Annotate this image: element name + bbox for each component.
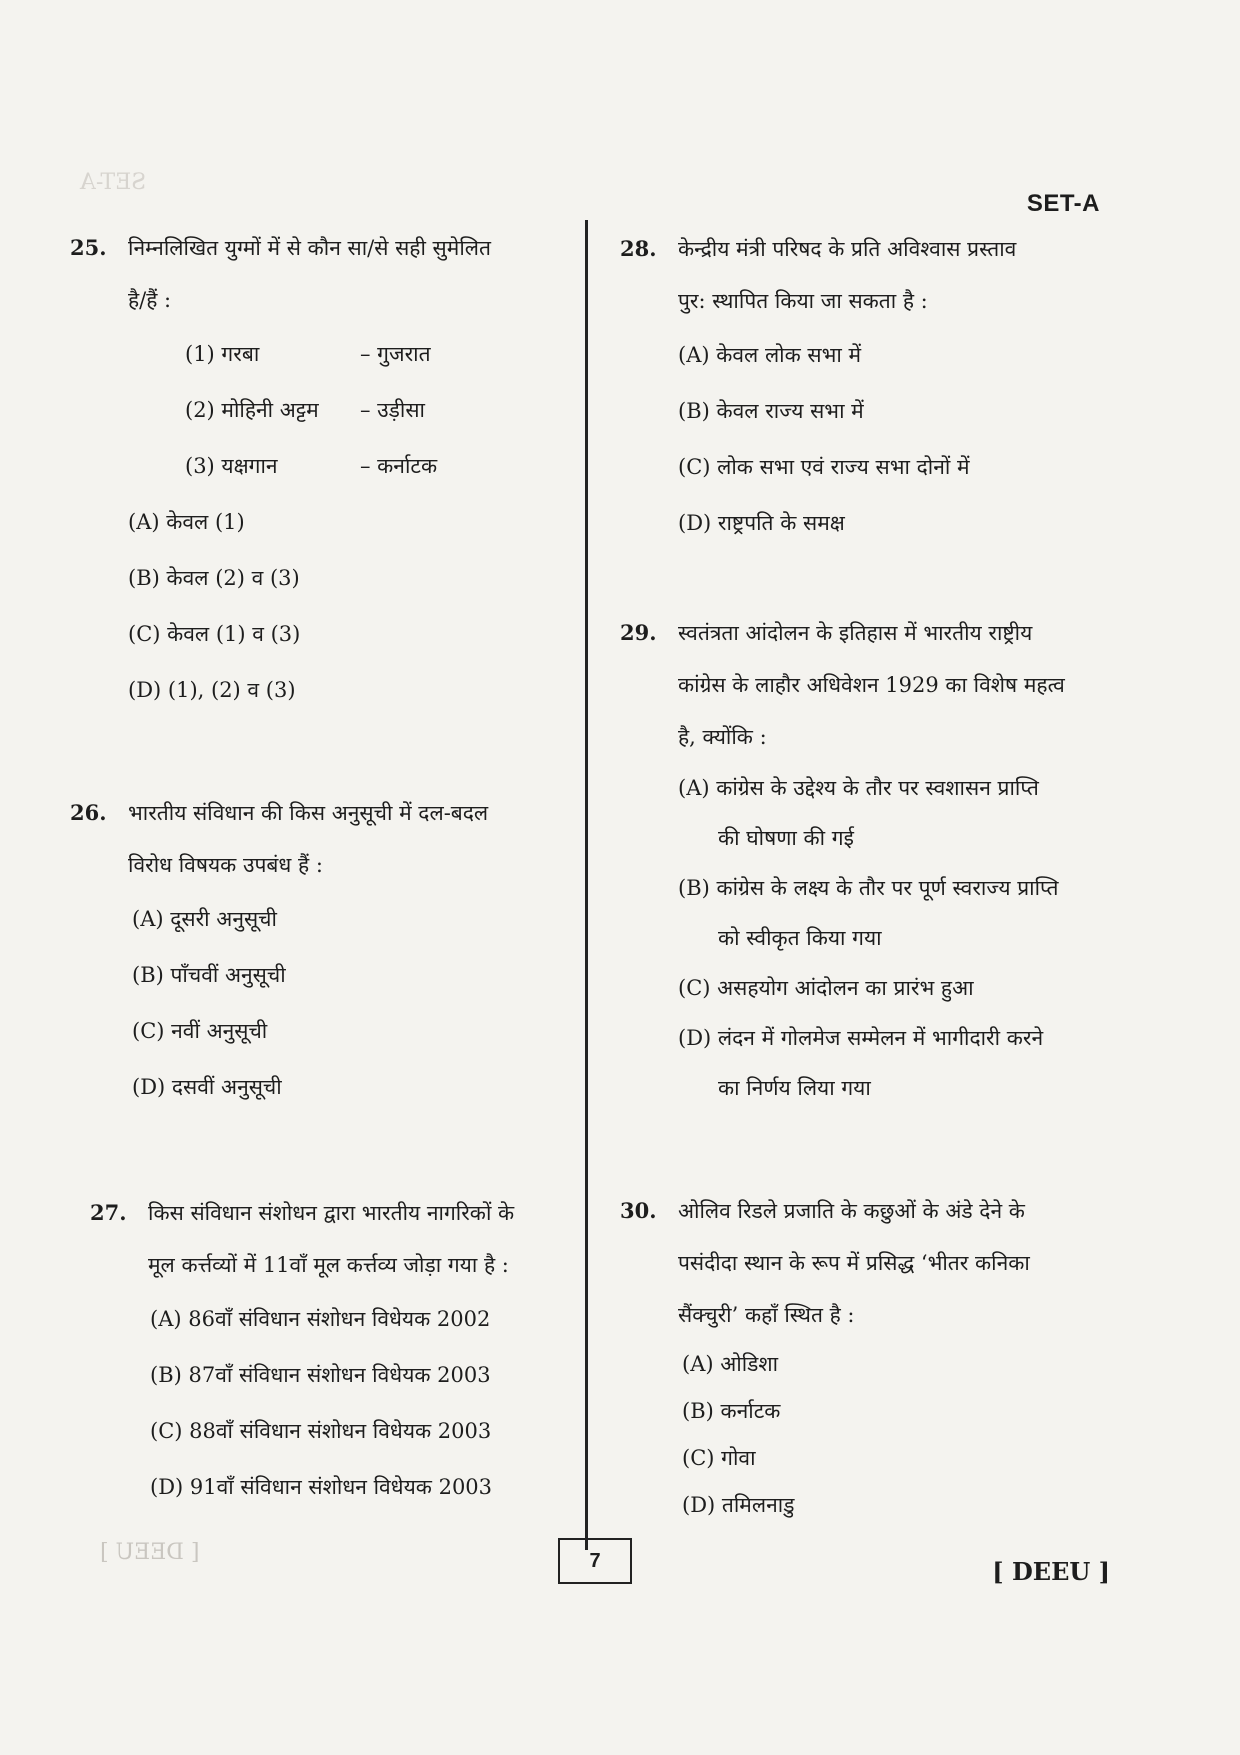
column-divider (585, 220, 588, 1550)
option-a: (A) केवल (1) (128, 510, 245, 534)
option-a: (A) केवल लोक सभा में (678, 343, 862, 367)
question-number: 26. (70, 800, 107, 825)
option-a: (A) ओडिशा (682, 1352, 779, 1376)
question-text-cont: है, क्योंकि : (678, 725, 767, 749)
option-d: (D) लंदन में गोलमेज सम्मेलन में भागीदारी करने का निर्णय लिया गया (678, 1026, 1044, 1100)
option-c: (C) असहयोग आंदोलन का प्रारंभ हुआ (678, 976, 974, 1000)
question-text: भारतीय संविधान की किस अनुसूची में दल-बदल (128, 801, 489, 825)
question-text-cont: है/हैं : (128, 288, 172, 312)
option-b: (B) 87वाँ संविधान संशोधन विधेयक 2003 (150, 1363, 491, 1387)
option-d: (D) (1), (2) व (3) (128, 678, 296, 702)
option-b: (B) केवल (2) व (3) (128, 566, 300, 590)
option-c: (C) गोवा (682, 1446, 756, 1470)
option-c: (C) नवीं अनुसूची (132, 1019, 268, 1043)
question-number: 25. (70, 235, 107, 260)
option-b: (B) केवल राज्य सभा में (678, 399, 864, 423)
option-b: (B) पाँचवीं अनुसूची (132, 963, 286, 987)
match-pair: (2) मोहिनी अट्टम – उड़ीसा (185, 398, 425, 422)
question-text: केन्द्रीय मंत्री परिषद के प्रति अविश्वास प्रस्ताव (678, 237, 1017, 261)
question-number: 29. (620, 620, 657, 645)
question-25 (70, 222, 560, 718)
match-pair: (3) यक्षगान – कर्नाटक (185, 454, 438, 478)
option-d: (D) राष्ट्रपति के समक्ष (678, 511, 845, 535)
option-a: (A) कांग्रेस के उद्देश्य के तौर पर स्वशासन प्राप्ति की घोषणा की गई (678, 776, 1039, 850)
bleed-through-code: [ DEEU ] (100, 1540, 200, 1565)
option-b: (B) कांग्रेस के लक्ष्य के तौर पर पूर्ण स्वराज्य प्राप्ति को स्वीकृत किया गया (678, 876, 1059, 950)
question-27 (90, 1187, 570, 1515)
question-text-cont: मूल कर्त्तव्यों में 11वाँ मूल कर्त्तव्य जोड़ा गया है : (148, 1253, 509, 1277)
option-c: (C) 88वाँ संविधान संशोधन विधेयक 2003 (150, 1419, 492, 1443)
paper-code: [ DEEU ] (992, 1557, 1110, 1586)
question-number: 28. (620, 236, 657, 261)
page-number: 7 (558, 1538, 632, 1584)
bleed-through-set-label: SET-A (80, 170, 147, 195)
question-28 (620, 223, 1100, 551)
question-30 (620, 1185, 1100, 1529)
question-text-cont: पुर: स्थापित किया जा सकता है : (678, 289, 928, 313)
question-text-cont: विरोध विषयक उपबंध हैं : (128, 853, 323, 877)
question-text-cont: कांग्रेस के लाहौर अधिवेशन 1929 का विशेष महत्व (678, 673, 1065, 697)
option-d: (D) तमिलनाडु (682, 1493, 795, 1517)
question-26 (70, 787, 560, 1115)
question-number: 27. (90, 1200, 127, 1225)
option-c: (C) लोक सभा एवं राज्य सभा दोनों में (678, 455, 970, 479)
option-d: (D) 91वाँ संविधान संशोधन विधेयक 2003 (150, 1475, 493, 1499)
question-text-cont: सैंक्चुरी’ कहाँ स्थित है : (678, 1303, 855, 1327)
option-c: (C) केवल (1) व (3) (128, 622, 301, 646)
option-a: (A) दूसरी अनुसूची (132, 907, 277, 931)
set-label: SET-A (1026, 190, 1100, 217)
question-text: स्वतंत्रता आंदोलन के इतिहास में भारतीय राष्ट्रीय (678, 621, 1033, 645)
question-number: 30. (620, 1198, 657, 1223)
option-d: (D) दसवीं अनुसूची (132, 1075, 282, 1099)
match-pair: (1) गरबा – गुजरात (185, 342, 431, 366)
question-text: ओलिव रिडले प्रजाति के कछुओं के अंडे देने के (678, 1199, 1025, 1223)
question-text-cont: पसंदीदा स्थान के रूप में प्रसिद्ध ‘भीतर कनिका (678, 1251, 1030, 1275)
question-text: निम्नलिखित युग्मों में से कौन सा/से सही सुमेलित (128, 236, 491, 260)
option-a: (A) 86वाँ संविधान संशोधन विधेयक 2002 (150, 1307, 491, 1331)
question-29 (620, 607, 1100, 1113)
question-text: किस संविधान संशोधन द्वारा भारतीय नागरिकों के (148, 1201, 515, 1225)
option-b: (B) कर्नाटक (682, 1399, 781, 1423)
